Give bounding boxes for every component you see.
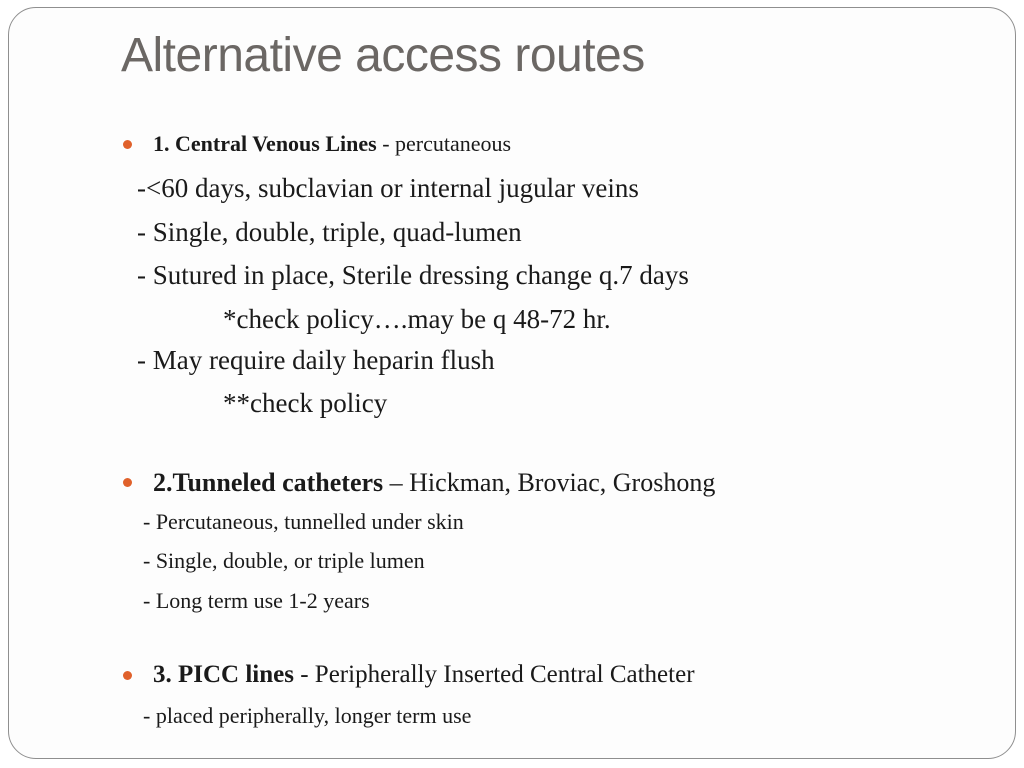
section1-line: - May require daily heparin flush	[137, 345, 495, 375]
section1-line: **check policy	[223, 388, 388, 418]
section1-line: -<60 days, subclavian or internal jugular veins	[137, 173, 639, 203]
slide-frame	[8, 7, 1016, 759]
bullet-icon	[123, 140, 132, 149]
section3-heading	[153, 661, 695, 689]
slide-title: Alternative access routes	[121, 29, 645, 82]
section3-line: - placed peripherally, longer term use	[143, 703, 472, 728]
section1-line: *check policy….may be q 48-72 hr.	[223, 304, 611, 334]
bullet-icon	[123, 478, 132, 487]
section2-line: - Percutaneous, tunnelled under skin	[143, 509, 464, 534]
section3-heading-rest: - Peripherally Inserted Central Catheter	[293, 661, 695, 688]
section2-line: - Long term use 1-2 years	[143, 588, 370, 613]
section1-heading	[153, 131, 511, 157]
section1-heading-bold: 1. Central Venous Lines	[153, 131, 377, 156]
section3-heading-bold: 3. PICC lines	[153, 661, 294, 688]
section2-heading-rest: – Hickman, Broviac, Groshong	[383, 468, 716, 497]
section2-line: - Single, double, or triple lumen	[143, 548, 425, 573]
section1-line: - Single, double, triple, quad-lumen	[137, 217, 522, 247]
section2-heading-bold: 2.Tunneled catheters	[153, 468, 384, 497]
section1-line: - Sutured in place, Sterile dressing change q.7 days	[137, 260, 689, 290]
section1-heading-rest: - percutaneous	[376, 131, 512, 156]
section2-heading	[153, 468, 715, 498]
bullet-icon	[123, 671, 132, 680]
